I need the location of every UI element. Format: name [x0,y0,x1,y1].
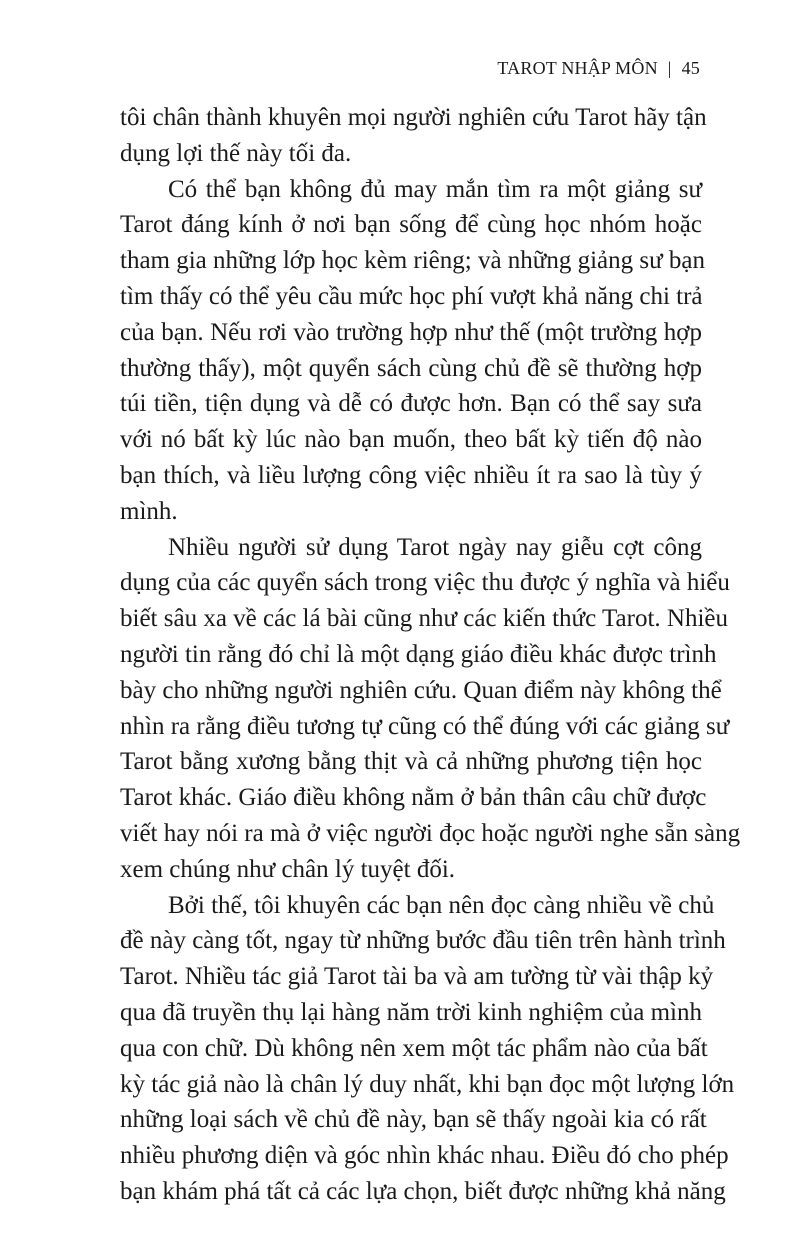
text-line: người tin rằng đó chỉ là một dạng giáo điều khác được trình [120,640,717,668]
book-title: TAROT NHẬP MÔN [497,58,658,78]
running-header [497,58,700,79]
text-line: Tarot bằng xương bằng thịt và cả những phương tiện học [120,748,702,776]
text-line: những loại sách về chủ đề này, bạn sẽ thấy ngoài kia có rất [120,1106,707,1134]
text-line: với nó bất kỳ lúc nào bạn muốn, theo bất kỳ tiến độ nào [120,426,702,454]
text-line: Tarot đáng kính ở nơi bạn sống để cùng học nhóm hoặc [120,211,702,239]
text-line: thường thấy), một quyển sách cùng chủ đề sẽ thường hợp [120,354,702,382]
text-line: của bạn. Nếu rơi vào trường hợp như thế (một trường hợp [120,318,702,346]
text-line: tham gia những lớp học kèm riêng; và những giảng sư bạn [120,247,706,275]
text-line: biết sâu xa về các lá bài cũng như các kiến thức Tarot. Nhiều [120,605,728,633]
text-line: Nhiều người sử dụng Tarot ngày nay giễu cợt công [168,533,702,561]
text-line: bạn thích, và liều lượng công việc nhiều ít ra sao là tùy ý [120,461,702,489]
text-line: Tarot. Nhiều tác giả Tarot tài ba và am tường từ vài thập kỷ [120,963,714,991]
page-number: 45 [681,58,700,78]
text-line: tôi chân thành khuyên mọi người nghiên cứu Tarot hãy tận [120,104,707,131]
text-line: qua con chữ. Dù không nên xem một tác phẩm nào của bất [120,1034,708,1062]
text-line: mình. [120,497,178,525]
text-line: nhiều phương diện và góc nhìn khác nhau. Điều đó cho phép [120,1142,729,1170]
text-line: túi tiền, tiện dụng và dễ có được hơn. Bạn có thể say sưa [120,390,702,418]
text-line: kỳ tác giả nào là chân lý duy nhất, khi bạn đọc một lượng lớn [120,1070,735,1098]
text-line: viết hay nói ra mà ở việc người đọc hoặc người nghe sẵn sàng [120,819,741,847]
body-text [120,100,741,1210]
text-line: tìm thấy có thể yêu cầu mức học phí vượt khả năng chi trả [120,282,703,310]
text-line: bày cho những người nghiên cứu. Quan điểm này không thể [120,676,722,704]
text-line: bạn khám phá tất cả các lựa chọn, biết được những khả năng [120,1177,726,1205]
text-line: xem chúng như chân lý tuyệt đối. [120,855,456,883]
text-line: dụng lợi thế này tối đa. [120,139,352,167]
text-line: nhìn ra rằng điều tương tự cũng có thể đúng với các giảng sư [120,712,730,740]
text-line: qua đã truyền thụ lại hàng năm trời kinh nghiệm của mình [120,998,702,1026]
text-line: Có thể bạn không đủ may mắn tìm ra một giảng sư [168,175,702,203]
text-line: đề này càng tốt, ngay từ những bước đầu tiên trên hành trình [120,927,726,955]
text-line: dụng của các quyển sách trong việc thu được ý nghĩa và hiểu [120,569,730,597]
text-line: Bởi thế, tôi khuyên các bạn nên đọc càng nhiều về chủ [168,891,715,919]
header-separator: | [667,58,672,78]
text-line: Tarot khác. Giáo điều không nằm ở bản thân câu chữ được [120,784,707,812]
